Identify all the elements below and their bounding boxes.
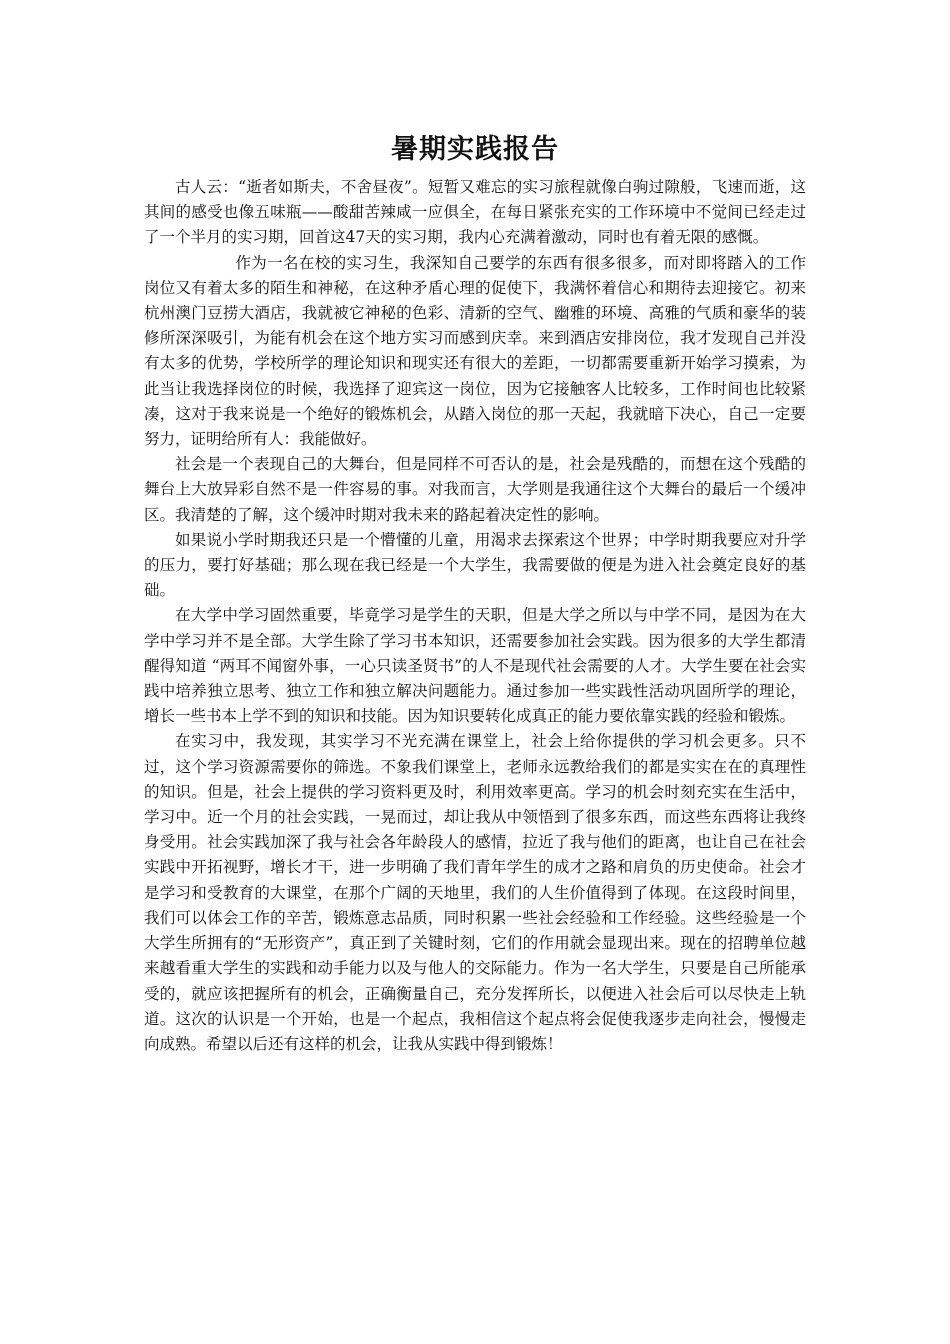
document-title: 暑期实践报告	[391, 134, 559, 165]
paragraph-conclusion: 在实习中，我发现，其实学习不光充满在课堂上，社会上给你提供的学习机会更多。只不过，这个学习资源需要你的筛选。不象我们课堂上，老师永远教给我们的都是实实在在的真理性的知识。但是，社会上提供的学习资料更及时，利用效率更高。学习的机会时刻充实在生活中，学习中。近一个月的社会实践，一晃而过，却让我从中领悟到了很多东西，而这些东西将让我终身受用。社会实践加深了我与社会各年龄段人的感情，拉近了我与他们的距离，也让自己在社会实践中开拓视野，增长才干，进一步明确了我们青年学生的成才之路和肩负的历史使命。社会才是学习和受教育的大课堂，在那个广阔的天地里，我们的人生价值得到了体现。在这段时间里，我们可以体会工作的辛苦，锻炼意志品质，同时积累一些社会经验和工作经验。这些经验是一个大学生所拥有的“无形资产”，真正到了关键时刻，它们的作用就会显现出来。现在的招聘单位越来越看重大学生的实践和动手能力以及与他人的交际能力。作为一名大学生，只要是自己所能承受的，就应该把握所有的机会，正确衡量自己，充分发挥所长，以便进入社会后可以尽快走上轨道。这次的认识是一个开始，也是一个起点，我相信这个起点将会促使我逐步走向社会，慢慢走向成熟。希望以后还有这样的机会，让我从实践中得到锻炼！	[144, 732, 806, 1053]
paragraph-intern-role: 作为一名在校的实习生，我深知自己要学的东西有很多很多，而对即将踏入的工作岗位又有着太多的陌生和神秘，在这种矛盾心理的促使下，我满怀着信心和期待去迎接它。初来杭州澳门豆捞大酒店，我就被它神秘的色彩、清新的空气、幽雅的环境、高雅的气质和豪华的装修所深深吸引，为能有机会在这个地方实习而感到庆幸。来到酒店安排岗位，我才发现自己并没有太多的优势，学校所学的理论知识和现实还有很大的差距，一切都需要重新开始学习摸索，为此当让我选择岗位的时候，我选择了迎宾这一岗位，因为它接触客人比较多，工作时间也比较紧凑，这对于我来说是一个绝好的锻炼机会，从踏入岗位的那一天起，我就暗下决心，自己一定要努力，证明给所有人：我能做好。	[144, 253, 806, 449]
document-body	[144, 175, 806, 1057]
paragraph-school-stages: 如果说小学时期我还只是一个懵懂的儿童，用渴求去探索这个世界；中学时期我要应对升学的压力，要打好基础；那么现在我已经是一个大学生，我需要做的便是为进入社会奠定良好的基础。	[144, 530, 806, 600]
paragraph-society-stage: 社会是一个表现自己的大舞台，但是同样不可否认的是，社会是残酷的，而想在这个残酷的舞台上大放异彩自然不是一件容易的事。对我而言，大学则是我通往这个大舞台的最后一个缓冲区。我清楚的了解，这个缓冲时期对我未来的路起着决定性的影响。	[144, 455, 806, 524]
paragraph-intro: 古人云：“逝者如斯夫，不舍昼夜”。短暂又难忘的实习旅程就像白驹过隙般，飞速而逝，这其间的感受也像五味瓶——酸甜苦辣咸一应俱全，在每日紧张充实的工作环境中不觉间已经走过了一个半月的实习期，回首这47天的实习期，我内心充满着激动，同时也有着无限的感慨。	[144, 178, 806, 247]
paragraph-social-practice: 在大学中学习固然重要，毕竟学习是学生的天职，但是大学之所以与中学不同，是因为在大学中学习并不是全部。大学生除了学习书本知识，还需要参加社会实践。因为很多的大学生都清醒得知道 “两耳不闻窗外事，一心只读圣贤书”的人不是现代社会需要的人才。大学生要在社会实践中培养独立思考、独立工作和独立解决问题能力。通过参加一些实践性活动巩固所学的理论，增长一些书本上学不到的知识和技能。因为知识要转化成真正的能力要依靠实践的经验和锻炼。	[144, 606, 806, 726]
